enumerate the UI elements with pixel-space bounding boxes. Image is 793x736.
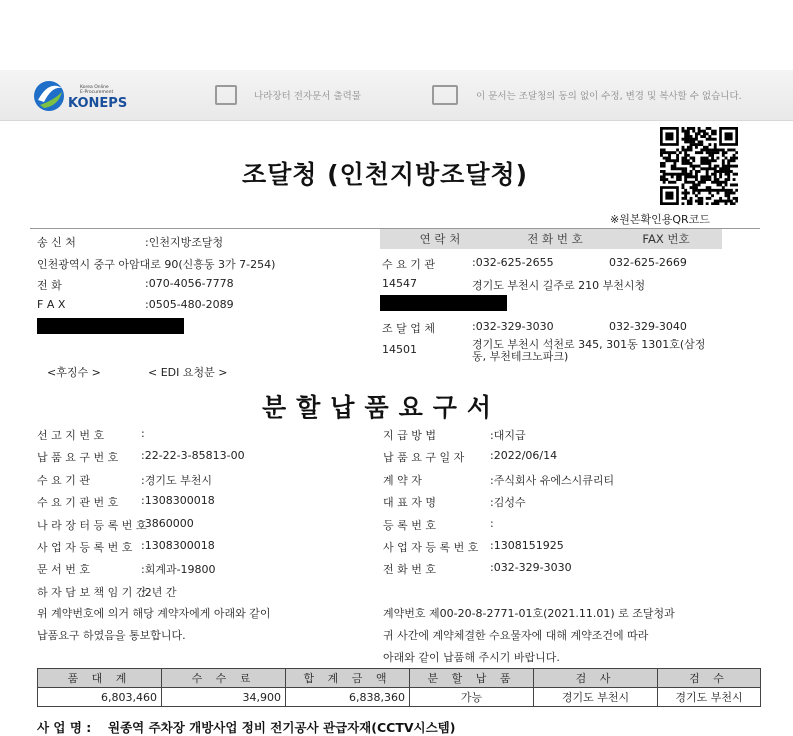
notice-right-line2: 귀 사간에 계약체결한 수요물자에 대해 계약조건에 따라	[383, 629, 649, 642]
header-goods-total: 품 대 계	[38, 669, 162, 688]
header-banner	[0, 70, 793, 121]
left-field-value: :2년 간	[141, 585, 177, 599]
project-name	[37, 718, 455, 736]
header-acceptance: 검 수	[658, 669, 761, 688]
document-issuer-title: 조달청 (인천지방조달청)	[242, 160, 529, 189]
left-field-value: :22-22-3-85813-00	[141, 449, 245, 463]
supplier-address-line1: 경기도 부천시 석천로 345, 301동 1301호(삼정	[472, 338, 706, 351]
notice-right-line3: 아래와 같이 납품해 주시기 바랍니다.	[383, 651, 560, 664]
right-field-label: 납 품 요 구 일 자	[383, 451, 465, 465]
demand-agency-label: 수 요 기 관	[382, 258, 435, 271]
left-field-label: 납 품 요 구 번 호	[37, 451, 119, 465]
right-field-value: :주식회사 유에스시큐리티	[490, 473, 615, 487]
printer-icon	[432, 85, 458, 105]
right-field-value: :	[490, 516, 494, 530]
right-field-value: :대지급	[490, 429, 526, 442]
sender-fax: :0505-480-2089	[145, 298, 234, 311]
sender-phone: :070-4056-7778	[145, 277, 234, 290]
demand-agency-address: 경기도 부천시 길주로 210 부천시청	[472, 279, 646, 292]
right-field-value: :1308151925	[490, 539, 564, 552]
left-field-value: :회계과-19800	[141, 563, 216, 577]
sender-value: :인천지방조달청	[145, 236, 224, 249]
sender-phone-label: 전 화	[37, 279, 62, 292]
right-field-value: :김성수	[490, 496, 526, 510]
koneps-logo	[32, 78, 142, 114]
notice-left-line2: 납품요구 하였음을 통보합니다.	[37, 629, 186, 642]
sender-label: 송 신 처	[37, 236, 76, 249]
svg-text:E-Procurement: E-Procurement	[80, 90, 114, 95]
contact-header: 연 락 처	[380, 229, 500, 249]
right-field-label: 계 약 자	[383, 473, 422, 487]
left-field-label: 문 서 번 호	[37, 563, 90, 577]
header-partial-delivery: 분 할 납 품	[410, 669, 534, 688]
project-label: 사 업 명 :	[37, 720, 92, 735]
ref-left: <후징수 >	[47, 366, 101, 379]
header-fee: 수 수 료	[162, 669, 286, 688]
print-note: 나라장터 전자문서 출력물	[254, 91, 361, 102]
right-field-label: 대 표 자 명	[383, 496, 436, 510]
value-goods-total: 6,803,460	[38, 688, 162, 707]
right-field-label: 사 업 자 등 록 번 호	[383, 541, 479, 554]
supplier-label: 조 달 업 체	[382, 322, 435, 335]
project-value: 원종역 주차장 개방사업 정비 전기공사 관급자재(CCTV시스템)	[108, 720, 456, 735]
supplier-zip: 14501	[382, 343, 417, 356]
header-inspection: 검 사	[534, 669, 658, 688]
right-field-label: 등 록 번 호	[383, 518, 436, 532]
left-field-label: 하 자 담 보 책 임 기 간	[37, 585, 147, 599]
supplier-address-line2: 동, 부천테크노파크)	[472, 350, 569, 363]
left-field-label: 수 요 기 관 번 호	[37, 496, 119, 510]
left-field-label: 수 요 기 관	[37, 473, 90, 487]
notice-right-line1: 계약번호 제00-20-8-2771-01호(2021.11.01) 로 조달청과	[383, 607, 675, 620]
right-field-value: :032-329-3030	[490, 561, 572, 575]
left-field-label: 선 고 지 번 호	[37, 429, 105, 442]
value-fee: 34,900	[162, 688, 286, 707]
svg-text:Korea Online: Korea Online	[80, 85, 109, 90]
supplier-fax: 032-329-3040	[609, 320, 687, 333]
left-field-value: :1308300018	[141, 539, 215, 552]
logo-text: KONEPS	[68, 96, 128, 111]
left-field-label: 사 업 자 등 록 번 호	[37, 541, 133, 554]
fax-header: FAX 번호	[610, 229, 722, 249]
qr-note: ※원본확인용QR코드	[610, 213, 710, 226]
demand-agency-zip: 14547	[382, 277, 417, 290]
value-inspection: 경기도 부천시	[534, 688, 658, 707]
right-field-label: 지 급 방 법	[383, 429, 436, 442]
left-field-label: 나 라 장 터 등 록 번 호	[37, 518, 147, 532]
left-field-value: :경기도 부천시	[141, 473, 212, 487]
phone-header: 전 화 번 호	[500, 229, 610, 249]
redacted-block	[37, 318, 184, 334]
value-acceptance: 경기도 부천시	[658, 688, 761, 707]
left-field-value: :1308300018	[141, 494, 215, 508]
print-doc-icon	[215, 85, 237, 105]
redacted-block	[380, 295, 507, 311]
value-total-amount: 6,838,360	[286, 688, 410, 707]
right-field-value: :2022/06/14	[490, 449, 558, 463]
demand-agency-fax: 032-625-2669	[609, 256, 687, 269]
qr-code	[660, 127, 738, 205]
right-field-label: 전 화 번 호	[383, 563, 436, 577]
sender-fax-label: F A X	[37, 298, 66, 311]
demand-agency-phone: :032-625-2655	[472, 256, 554, 269]
header-total-amount: 합 계 금 액	[286, 669, 410, 688]
value-partial-delivery: 가능	[410, 688, 534, 707]
left-field-value: :	[141, 427, 145, 440]
supplier-phone: :032-329-3030	[472, 320, 554, 333]
main-title: 분할납품요구서	[262, 393, 502, 422]
sender-address: 인천광역시 중구 아암대로 90(신흥동 3가 7-254)	[37, 258, 276, 271]
copy-warning: 이 문서는 조달청의 동의 없이 수정, 변경 및 복사할 수 없습니다.	[476, 91, 742, 102]
ref-right: < EDI 요청분 >	[148, 366, 228, 379]
amount-table	[37, 668, 761, 707]
notice-left-line1: 위 계약번호에 의거 해당 계약자에게 아래와 같이	[37, 607, 271, 620]
left-field-value: :3860000	[141, 516, 194, 530]
